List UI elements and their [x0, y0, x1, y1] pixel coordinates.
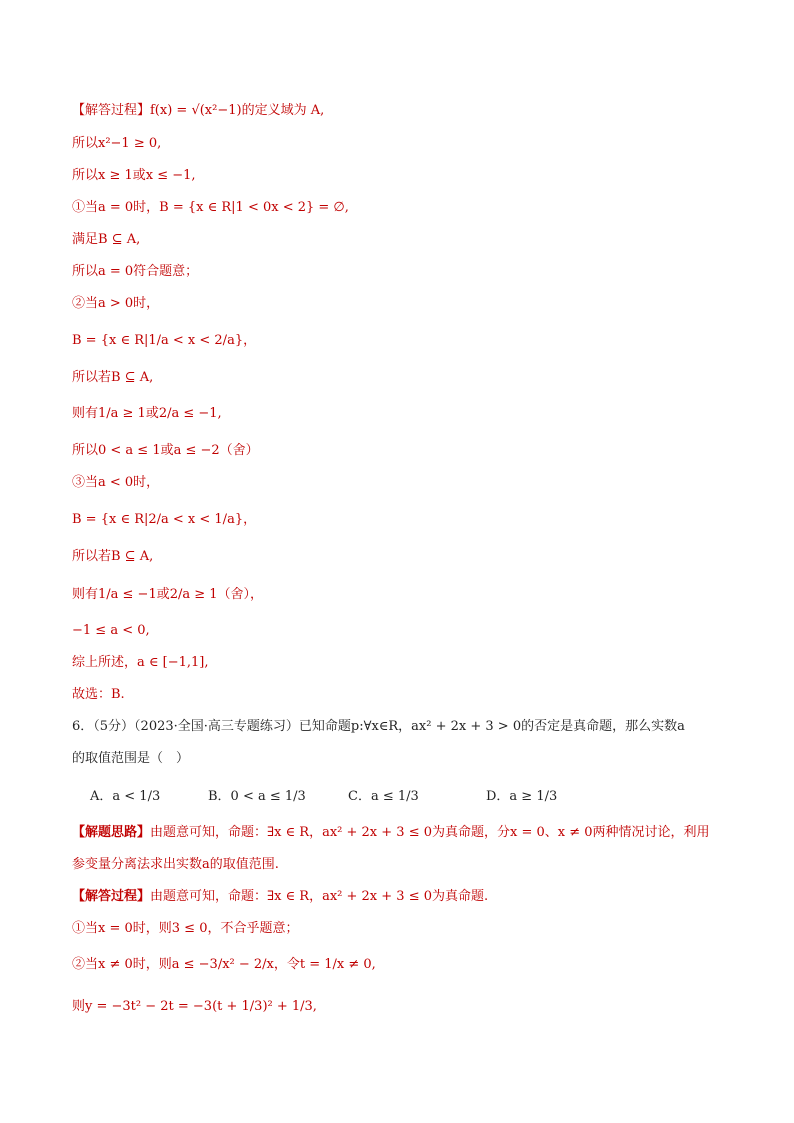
solution-line: 所以若B ⊆ A,	[72, 549, 154, 564]
solution-line: ③当a < 0时，	[72, 475, 160, 490]
question-6-stem: 6．（5分）（2023·全国·高三专题练习）已知命题p:∀x∈R，ax² + 2x + 3 > 0的否定是真命题，那么实数a	[72, 719, 685, 734]
thinking-label: 【解题思路】	[72, 825, 151, 840]
answer-line: 故选：B.	[72, 687, 125, 702]
process-text: 由题意可知，命题：∃x ∈ R，ax² + 2x + 3 ≤ 0为真命题.	[150, 889, 489, 904]
solution-line: 所以若B ⊆ A,	[72, 370, 154, 385]
process-line-4: 则y = −3t² − 2t = −3(t + 1/3)² + 1/3,	[72, 999, 317, 1014]
question-6-stem-cont: 的取值范围是（ ）	[72, 751, 190, 766]
solution-line: B = {x ∈ R|1/a < x < 2/a}，	[72, 333, 257, 348]
option-b: B．0 < a ≤ 1/3	[208, 789, 306, 804]
solution-line: 满足B ⊆ A,	[72, 232, 141, 247]
process-line-2: ①当x = 0时，则3 ≤ 0，不合乎题意；	[72, 921, 299, 936]
thinking-line-2: 参变量分离法求出实数a的取值范围.	[72, 857, 279, 872]
solution-line: ②当a > 0时，	[72, 296, 160, 311]
solution-line: 所以x ≥ 1或x ≤ −1,	[72, 168, 196, 183]
process-label: 【解答过程】	[72, 889, 151, 904]
option-a: A．a < 1/3	[90, 789, 161, 804]
solution-line: B = {x ∈ R|2/a < x < 1/a}，	[72, 512, 257, 527]
thinking-line-1	[72, 824, 710, 842]
process-line-3: ②当x ≠ 0时，则a ≤ −3/x² − 2/x，令t = 1/x ≠ 0,	[72, 957, 376, 972]
solution-line: 所以a = 0符合题意；	[72, 264, 199, 279]
thinking-text: 由题意可知，命题：∃x ∈ R，ax² + 2x + 3 ≤ 0为真命题，分x = 0、x ≠ 0两种情况讨论，利用	[150, 825, 710, 840]
solution-line: 所以x²−1 ≥ 0,	[72, 136, 162, 151]
solution-line: 则有1/a ≥ 1或2/a ≤ −1,	[72, 406, 222, 421]
solution-line: 则有1/a ≤ −1或2/a ≥ 1（舍），	[72, 587, 264, 602]
process-line-1	[72, 888, 488, 906]
solution-line: 综上所述，a ∈ [−1,1],	[72, 655, 209, 670]
solution-line: −1 ≤ a < 0,	[72, 623, 150, 638]
solution-line: 【解答过程】f(x) = √(x²−1)的定义域为 A,	[72, 103, 325, 118]
solution-line: ①当a = 0时，B = {x ∈ R|1 < 0x < 2} = ∅,	[72, 200, 349, 215]
option-d: D．a ≥ 1/3	[486, 789, 558, 804]
option-c: C．a ≤ 1/3	[348, 789, 419, 804]
solution-line: 所以0 < a ≤ 1或a ≤ −2（舍）	[72, 443, 259, 458]
